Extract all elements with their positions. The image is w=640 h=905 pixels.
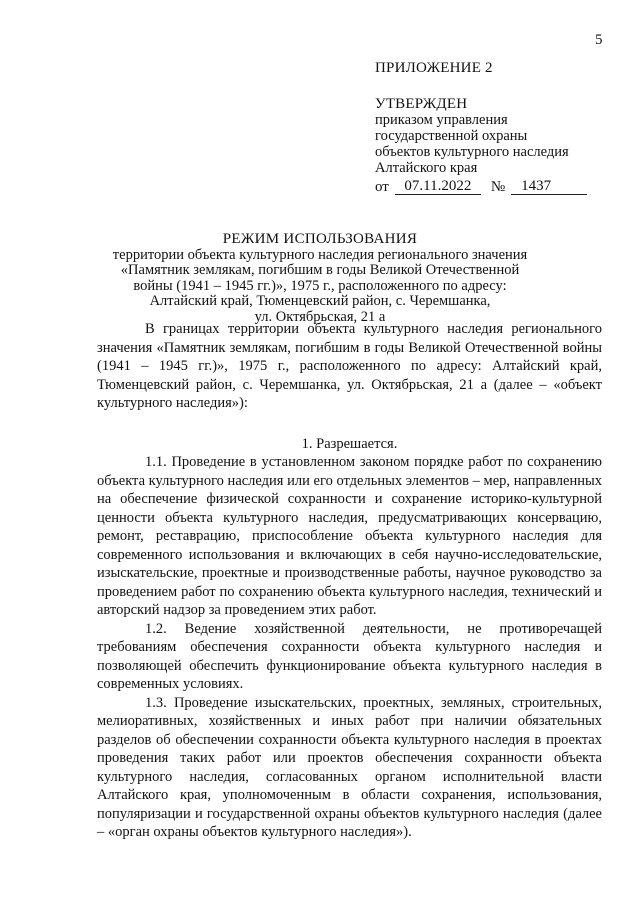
approval-line: объектов культурного наследия <box>375 144 569 160</box>
appendix-label: ПРИЛОЖЕНИЕ 2 <box>375 60 493 76</box>
regime-subtitle-line: Алтайский край, Тюменцевский район, с. Черемшанка, <box>149 293 491 309</box>
clause-1-3: 1.3. Проведение изыскательских, проектных, земляных, строительных, мелиоративных, хозяйственных и иных работ при наличии обязательных разделов об обеспечении сохранности объекта культурного наследия в проектах проведения таких работ или проектов обеспечения сохранности объекта культурного наследия, согласованных органом исполнительной власти Алтайского края, уполномоченным в области сохранения, использования, популяризации и государственной охраны объектов культурного наследия (далее – «орган охраны объектов культурного наследия»). <box>97 694 602 840</box>
approval-line: Алтайского края <box>375 160 478 176</box>
order-date: 07.11.2022 <box>395 178 481 195</box>
document-body <box>97 320 602 842</box>
regime-subtitle-line: территории объекта культурного наследия регионального значения <box>112 246 528 263</box>
clause-1-1: 1.1. Проведение в установленном законом порядке работ по сохранению объекта культурного наследия или его отдельных элементов – мер, направленных на обеспечение физической сохранности и сохранение историко-культурной ценности объекта культурного наследия, предусматривающих консервацию, ремонт, реставрацию, приспособление объекта культурного наследия для современного использования и включающих в себя научно-исследовательские, изыскательские, проектные и производственные работы, научное руководство за проведением работ по сохранению объекта культурного наследия, технический и авторский надзор за проведением этих работ. <box>97 454 602 618</box>
regime-subtitle-line: ул. Октябрьская, 21 а <box>254 308 386 325</box>
order-number: 1437 <box>511 178 587 195</box>
page-number: 5 <box>595 32 603 48</box>
section-heading: 1. Разрешается. <box>301 435 398 452</box>
date-prefix: от <box>375 179 389 195</box>
approval-block <box>375 60 615 195</box>
regime-subtitle-line: «Памятник землякам, погибшим в годы Великой Отечественной <box>120 262 520 278</box>
regime-title: РЕЖИМ ИСПОЛЬЗОВАНИЯ <box>222 231 418 247</box>
intro-paragraph: В границах территории объекта культурного наследия регионального значения «Памятник землякам, погибшим в годы Великой Отечественной войны (1941 – 1945 гг.)», 1975 г., расположенного по адресу: Алтайский край, Тюменцевский район, с. Черемшанка, ул. Октябрьская, 21 а (далее – «объект культурного наследия»): <box>97 321 602 411</box>
regime-subtitle-line: войны (1941 – 1945 гг.)», 1975 г., расположенного по адресу: <box>133 277 507 294</box>
approval-line: государственной охраны <box>375 128 528 144</box>
clause-1-2: 1.2. Ведение хозяйственной деятельности, не противоречащей требованиям обеспечения сохранности объекта культурного наследия и позволяющей обеспечить функционирование объекта культурного наследия в современных условиях. <box>97 620 602 692</box>
approved-label: УТВЕРЖДЕН <box>375 96 468 112</box>
order-date-number-line <box>375 178 615 195</box>
regime-heading-block <box>100 232 540 325</box>
approval-line: приказом управления <box>375 112 508 128</box>
number-sign: № <box>490 179 506 195</box>
